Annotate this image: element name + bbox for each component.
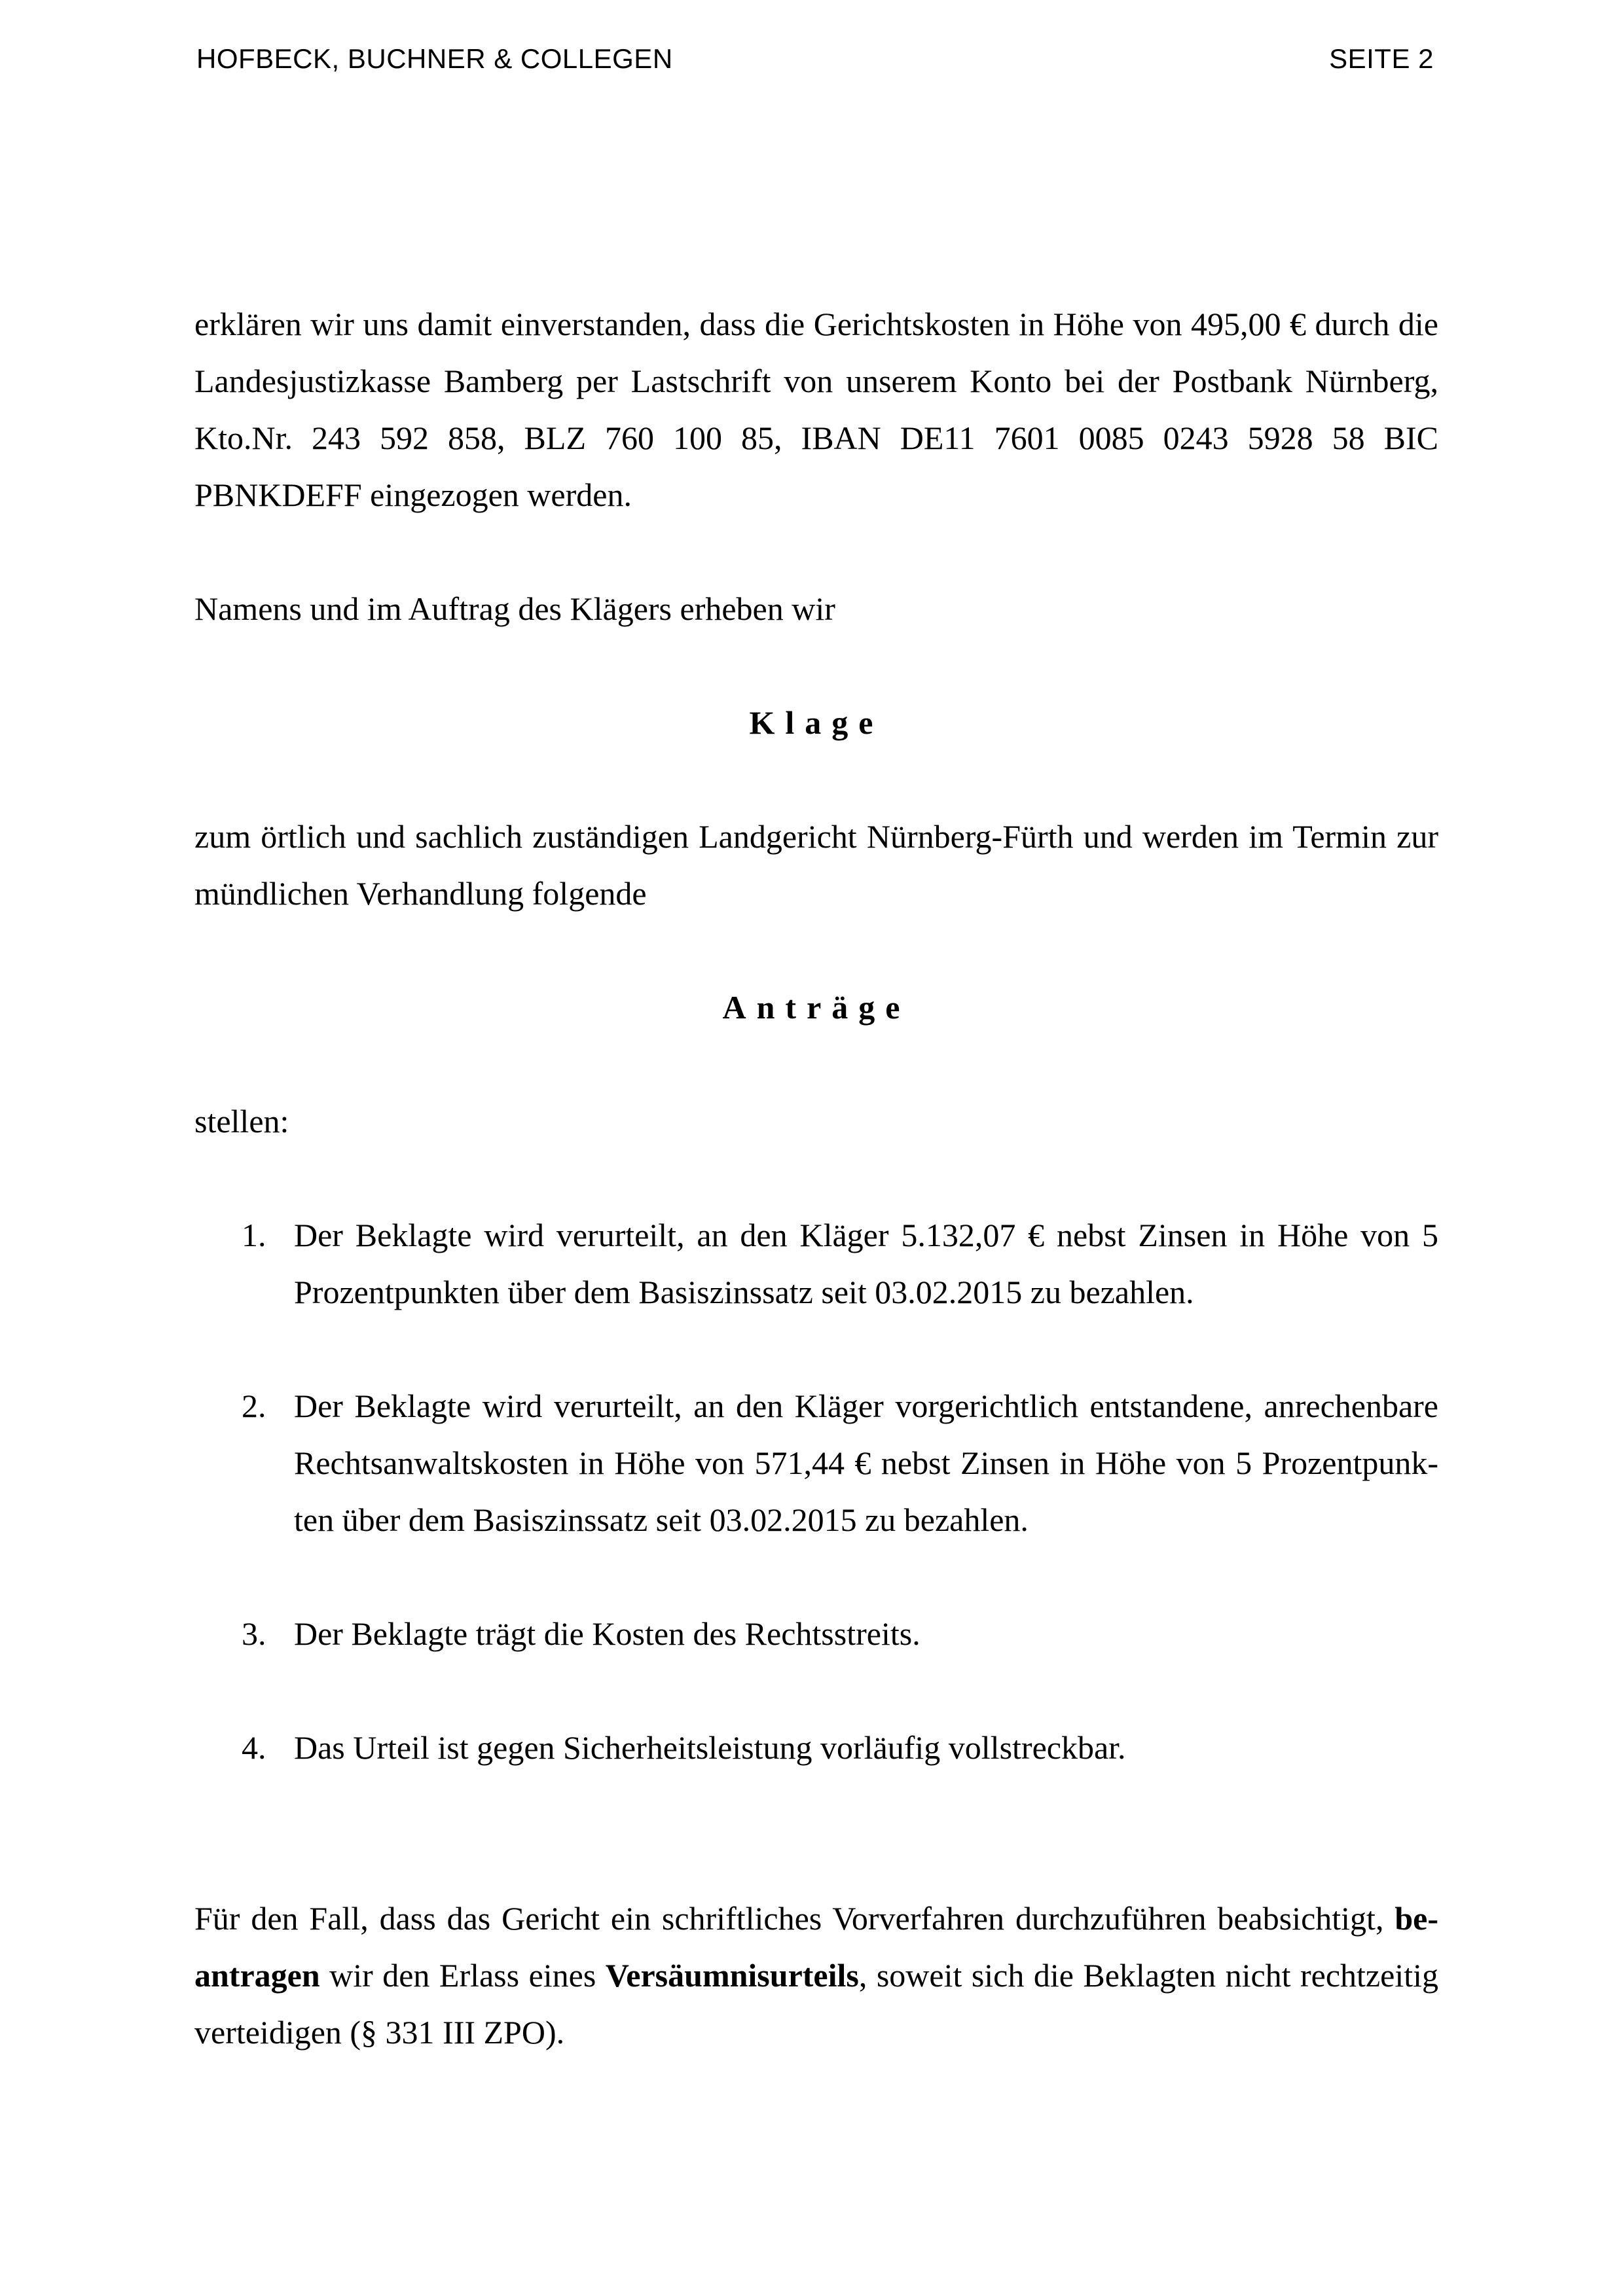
list-item-text: Das Urteil ist gegen Sicherheitsleistung vorläufig vollstreckbar. (294, 1729, 1126, 1766)
final-text-1: Für den Fall, dass das Gericht ein schriftliches Vorverfahren durchzuführen beabsichtigt, (194, 1900, 1395, 1937)
final-bold-beantragen: beantragen (194, 1900, 1438, 1994)
intro-paragraph: erklären wir uns damit einverstanden, dass die Gerichtskosten in Höhe von 495,00 € durch die Landesjustizkasse Bamberg per Lastschrift von unserem Konto bei der Postbank Nürnberg, Kto.Nr. 243 592 858, BLZ 760 100 85, IBAN DE11 7601 0085 0243 5928 58 BIC PBNKDEFF eingezogen werden. (194, 306, 1438, 513)
page-number: SEITE 2 (1329, 43, 1434, 74)
list-item-number: 4. (242, 1729, 266, 1766)
list-item-number: 1. (242, 1217, 266, 1253)
list-item (194, 1605, 1438, 1662)
page-header (196, 43, 1434, 82)
firm-name: HOFBECK, BUCHNER & COLLEGEN (196, 43, 673, 74)
list-item-text: Der Beklagte wird verurteilt, an den Kläger 5.132,07 € nebst Zinsen in Höhe von 5 Prozentpunkten über dem Basiszinssatz seit 03.02.2015 zu bezahlen. (294, 1217, 1438, 1310)
namens-paragraph: Namens und im Auftrag des Klägers erheben wir (194, 590, 835, 627)
zum-paragraph: zum örtlich und sachlich zuständigen Landgericht Nürnberg-Fürth und werden im Termin zur mündlichen Verhandlung folgende (194, 818, 1438, 912)
final-text-3: , soweit sich die Beklagten nicht rechtzeitig verteidigen (§ 331 III ZPO). (194, 1957, 1438, 2051)
final-text-2: wir den Erlass eines (319, 1957, 606, 1994)
list-item-number: 3. (242, 1615, 266, 1652)
stellen-paragraph: stellen: (194, 1103, 289, 1139)
list-item-text: Der Beklagte wird verurteilt, an den Kläger vorgerichtlich entstandene, anrechenbare Rechtsanwaltskosten in Höhe von 571,44 € nebst Zinsen in Höhe von 5 Prozentpunkten über dem Basiszinssatz seit 03.02.2015 zu bezahlen. (294, 1388, 1438, 1538)
list-item-text: Der Beklagte trägt die Kosten des Rechtsstreits. (294, 1615, 921, 1652)
motions-list (194, 1207, 1438, 1776)
final-paragraph (194, 1890, 1438, 2061)
final-bold-versaeumnisurteil: Versäumnisurteils (605, 1957, 859, 1994)
list-item (194, 1719, 1438, 1776)
document-body (194, 296, 1438, 2061)
list-item (194, 1378, 1438, 1549)
heading-antraege: Anträge (722, 989, 911, 1026)
list-item-number: 2. (242, 1388, 266, 1424)
list-item (194, 1207, 1438, 1321)
heading-klage: Klage (749, 704, 884, 741)
